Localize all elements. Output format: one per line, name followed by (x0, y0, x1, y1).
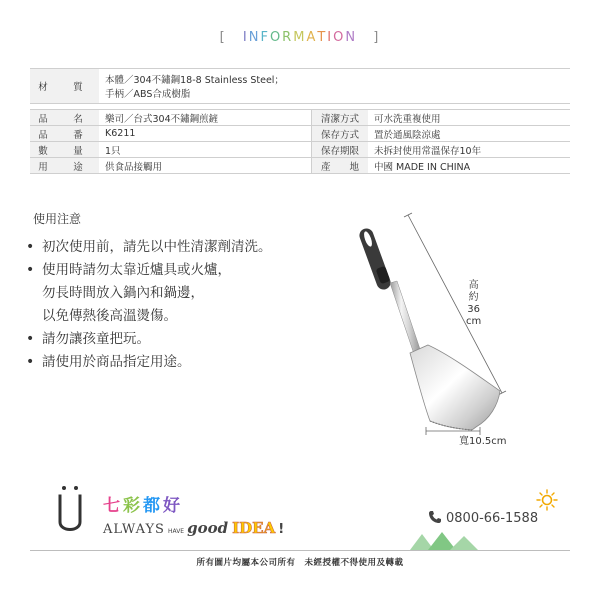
information-title (243, 30, 357, 45)
spec-row (30, 126, 570, 142)
information-letter: T (317, 30, 328, 45)
brand-logo-icon (50, 482, 90, 538)
spec-table (30, 68, 570, 174)
spatula-handle (357, 227, 392, 292)
notice-item: • 請使用於商品指定用途。 (24, 351, 334, 374)
information-header (0, 30, 600, 45)
information-letter: I (327, 30, 334, 45)
sun-icon (536, 489, 558, 511)
material-body: 本體／304不鏽鋼18-8 Stainless Steel； (105, 75, 284, 86)
spatula-blade (410, 345, 500, 430)
notice-item: • 請勿讓孩童把玩。 (24, 328, 334, 351)
spec-value: 可水洗重複使用 (368, 110, 570, 126)
spec-row (30, 110, 570, 126)
material-handle: 手柄／ABS合成樹脂 (105, 89, 191, 100)
spec-key: 產 地 (312, 158, 369, 174)
left-bracket: [ (219, 30, 227, 45)
spec-row (30, 142, 570, 158)
spec-key: 保存期限 (312, 142, 369, 158)
spec-value: 中國 MADE IN CHINA (368, 158, 570, 174)
notice-list (24, 236, 334, 374)
information-letter: F (260, 30, 270, 45)
spec-value: 樂司／台式304不鏽鋼煎鏟 (99, 110, 312, 126)
spec-key-material: 材 質 (30, 69, 99, 104)
spec-key: 品 番 (30, 126, 99, 142)
brand-slogan: ALWAYS HAVE good IDEA ! (103, 519, 285, 537)
information-letter: O (333, 30, 346, 45)
information-letter: O (269, 30, 283, 45)
spec-value: K6211 (99, 126, 312, 142)
phone-number: 0800-66-1588 (428, 510, 538, 526)
spec-key: 用 途 (30, 158, 99, 174)
phone-icon (428, 510, 442, 524)
notice-item: • 初次使用前，請先以中性清潔劑清洗。 (24, 236, 334, 259)
information-letter: N (248, 30, 261, 45)
information-letter: R (282, 30, 294, 45)
height-label: 高 約 36 cm (466, 280, 482, 327)
notice-title: 使用注意 (33, 212, 82, 226)
width-label: 寬10.5cm (459, 436, 507, 447)
right-bracket: ] (373, 30, 381, 45)
information-letter: M (293, 30, 307, 45)
copyright-text: 所有圖片均屬本公司所有 未經授權不得使用及轉載 (196, 558, 404, 568)
spec-value: 置於通風陰涼處 (368, 126, 570, 142)
information-letter: I (242, 30, 249, 45)
information-letter: A (306, 30, 318, 45)
brand-name: 七彩都好 (103, 496, 183, 516)
footer-divider (30, 550, 570, 551)
information-letter: N (345, 30, 358, 45)
mountains-icon (410, 530, 490, 550)
spatula-shaft (390, 281, 422, 357)
spec-value: 未拆封使用常溫保存10年 (368, 142, 570, 158)
notice-item: • 使用時請勿太靠近爐具或火爐， 勿長時間放入鍋內和鍋邊， 以免傳熱後高溫燙傷。 (24, 259, 334, 328)
spec-row (30, 158, 570, 174)
spec-value: 供食品接觸用 (99, 158, 312, 174)
spec-key: 保存方式 (312, 126, 369, 142)
spec-value: 1只 (99, 142, 312, 158)
spec-row-material (30, 69, 570, 104)
spec-value-material (99, 69, 570, 104)
spec-key: 數 量 (30, 142, 99, 158)
spec-key: 品 名 (30, 110, 99, 126)
spec-key: 清潔方式 (312, 110, 369, 126)
spatula-image (340, 205, 540, 445)
